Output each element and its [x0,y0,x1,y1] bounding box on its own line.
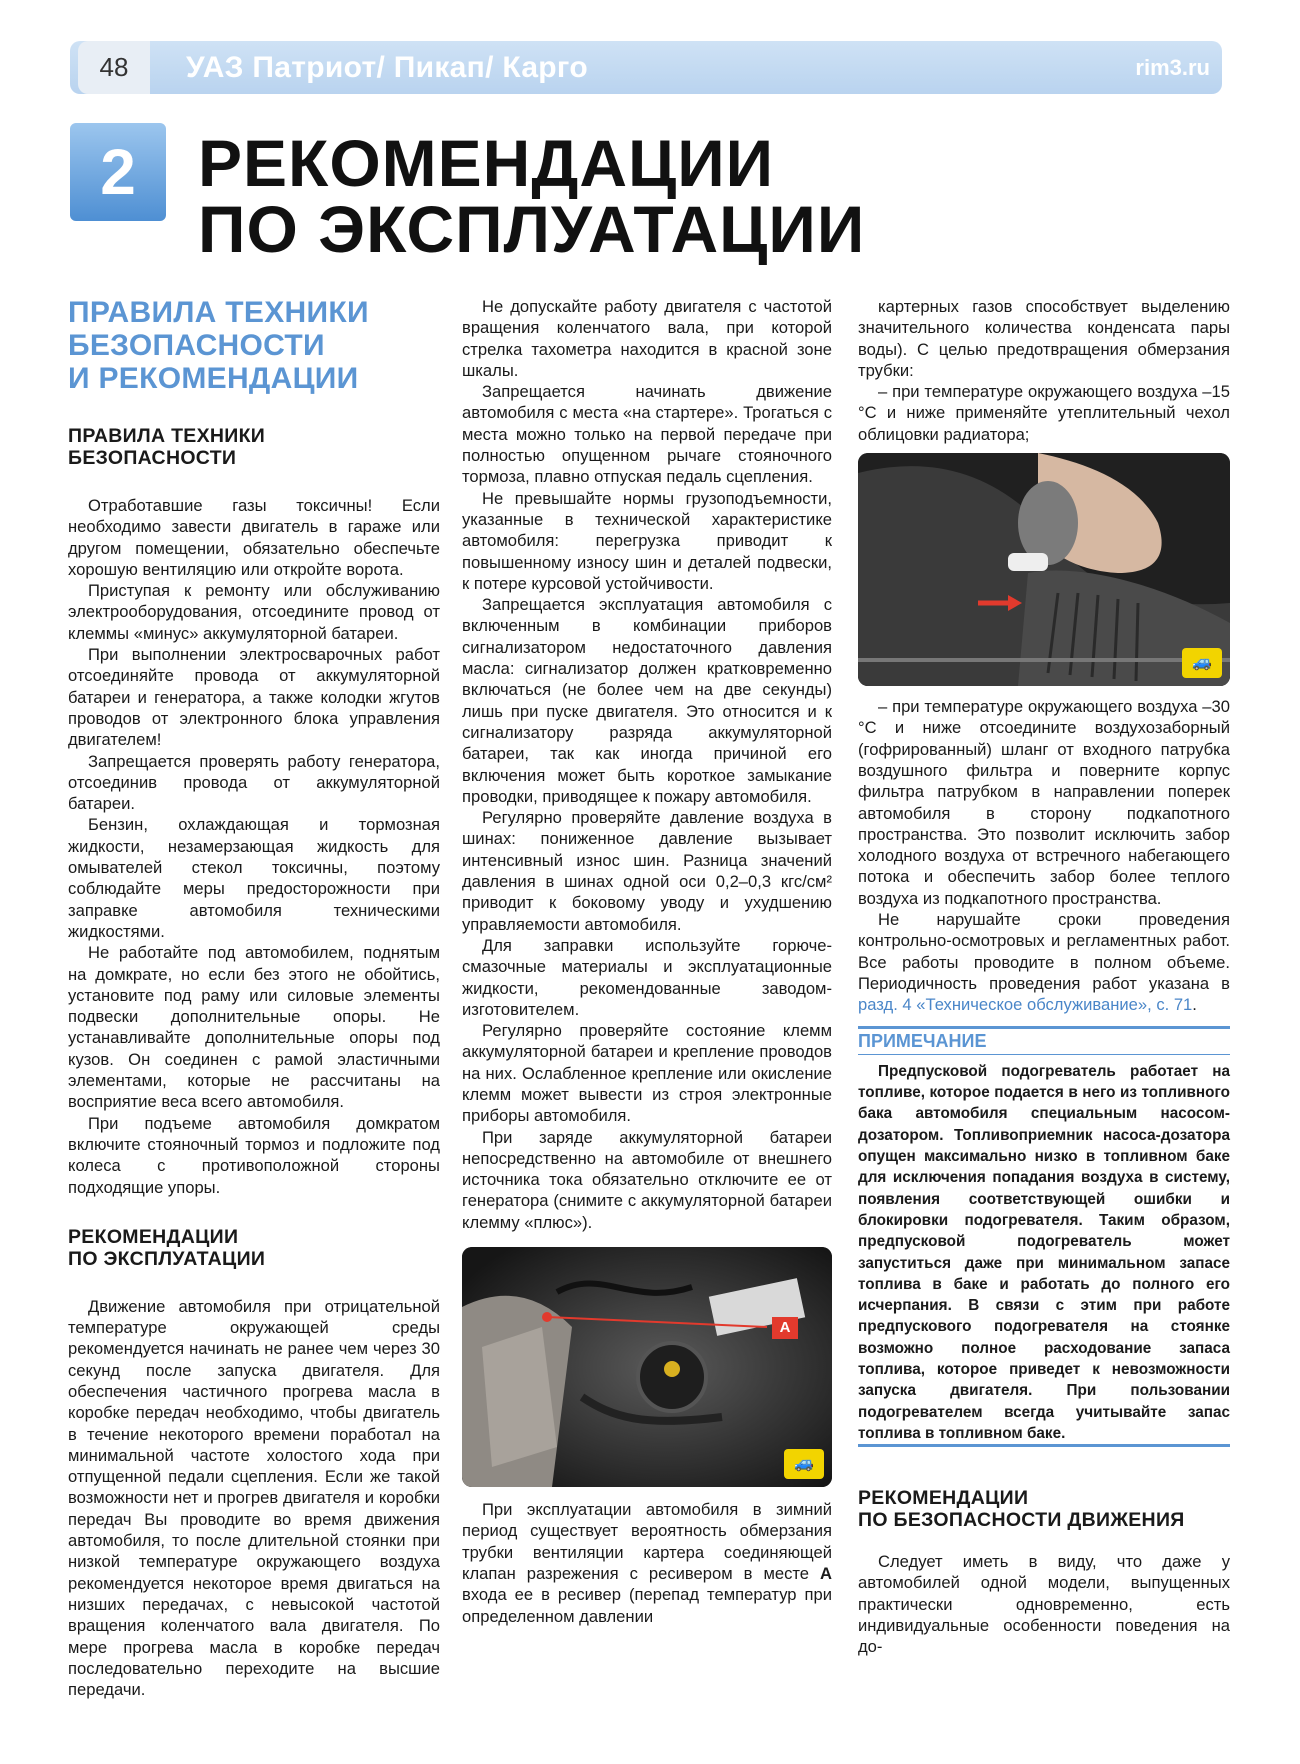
section-title-line: БЕЗОПАСНОСТИ [68,329,325,362]
paragraph: Отработавшие газы токсичны! Если необходимо завести двигатель в гараже или другом помещении, обязательно обеспечьте хорошую вентиляцию или откройте ворота. [68,496,440,579]
engine-photo-drawing [462,1247,832,1487]
paragraph: Не допускайте работу двигателя с частотой вращения коленчатого вала, при которой стрелка тахометра находится в красной зоне шкалы. [462,297,832,380]
subsection-title-line: ПО БЕЗОПАСНОСТИ ДВИЖЕНИЯ [858,1509,1185,1532]
paragraph-part: Не нарушайте сроки проведения контрольно-осмотровых и регламентных работ. Все работы проводите в полном объеме. Периодичность проведения работ указана в [858,910,1230,993]
page-number: 48 [78,41,150,94]
column-1 [68,296,440,1700]
column-3 [858,296,1230,1658]
chapter-title-line1: РЕКОМЕНДАЦИИ [198,126,775,200]
point-label: А [820,1563,832,1583]
subsection-title [68,425,440,469]
paragraph-part: входа ее в ресивер (перепад температур при определенном давлении [462,1585,832,1626]
paragraph: При заряде аккумуляторной батареи непосредственно на автомобиле от внешнего источника тока обязательно отключите ее от генератора (снимите с аккумуляторной батареи клемму «плюс»). [462,1127,832,1232]
section-title-line: ПРАВИЛА ТЕХНИКИ [68,296,369,329]
header-title: УАЗ Патриот/ Пикап/ Карго [186,51,588,84]
paragraph: При подъеме автомобиля домкратом включите стояночный тормоз и подложите под колеса с противоположной стороны подходящие упоры. [68,1113,440,1197]
paragraph-part: . [1192,995,1197,1015]
paragraph: Следует иметь в виду, что даже у автомобилей одной модели, выпущенных практически одновременно, есть индивидуальные особенности поведения на до- [858,1552,1230,1657]
paragraph: Приступая к ремонту или обслуживанию электрооборудования, отсоедините провод от клеммы «минус» аккумуляторной батареи. [68,581,440,643]
car-badge-icon: 🚙 [784,1449,824,1479]
subsection-title-line: БЕЗОПАСНОСТИ [68,447,237,469]
section-reference-link[interactable]: разд. 4 «Техническое обслуживание», с. 71 [858,995,1193,1015]
chapter-number: 2 [70,123,166,221]
paragraph: Запрещается проверять работу генератора, отсоединив провода от аккумуляторной батареи. [68,751,440,814]
subsection-title-line: РЕКОМЕНДАЦИИ [68,1225,239,1248]
paragraph: При выполнении электросварочных работ отсоединяйте провода от аккумуляторной батареи и генератора, а также колодки жгутов проводов от электронного блока управления двигателем! [68,645,440,750]
subsection-title-line: ПО ЭКСПЛУАТАЦИИ [68,1247,266,1270]
note-title: ПРИМЕЧАНИЕ [858,1031,1230,1055]
subsection-title-line: ПРАВИЛА ТЕХНИКИ [68,425,266,447]
header-site[interactable]: rim3.ru [1135,55,1210,80]
subsection-title [858,1487,1230,1531]
paragraph [462,1499,832,1627]
engine-photo [462,1247,832,1487]
section-title [68,296,440,395]
paragraph: Запрещается эксплуатация автомобиля с включенным в комбинации приборов сигнализатором недостаточного давления масла: сигнализатор должен кратковременно включаться (не более чем на две секунды) лишь при пуске двигателя. Это относится и к сигнализатору разряда аккумуляторной батареи, так как иногда причиной его включения может быть короткое замыкание проводки, приводящее к пожару автомобиля. [462,595,832,806]
paragraph: Регулярно проверяйте давление воздуха в шинах: пониженное давление вызывает интенсивный износ шин. Разница значений давления в шинах одной оси 0,2–0,3 кгс/см² приводит к боковому уводу и ухудшению управляемости автомобиля. [462,808,832,934]
chapter-title [198,126,866,266]
paragraph-part: При эксплуатации автомобиля в зимний период существует вероятность обмерзания трубки вентиляции картера соединяющей клапан разрежения с ресивером в месте [462,1500,832,1583]
paragraph: Запрещается начинать движение автомобиля с места «на стартере». Трогаться с места можно только на первой передаче при полностью опущенном рычаге стояночного тормоза, плавно отпуская педаль сцепления. [462,382,832,487]
column-2 [462,296,832,1627]
photo-marker-a: A [772,1317,798,1339]
paragraph [858,909,1230,1015]
paragraph: картерных газов способствует выделению значительного количества конденсата пары воды). С целью предотвращения обмерзания трубки: [858,297,1230,380]
note-text: Предпусковой подогреватель работает на топливе, которое подается в него из топливного бака автомобиля специальным насосом-дозатором. Топливоприемник насоса-дозатора опущен максимально низко в топливном баке для исключения попадания воздуха в систему, появления соответствующей ошибки и блокировки подогревателя. Таким образом, предпусковой подогреватель может запуститься даже при минимальном запасе топлива в баке и работать до полного его исчерпания. В связи с этим при работе предпускового подогревателя на стоянке возможно полное расходование запаса топлива, которое приведет к невозможности запуска двигателя. При пользовании подогревателем всегда учитывайте запас топлива в топливном баке. [858,1062,1230,1442]
paragraph: Не работайте под автомобилем, поднятым на домкрате, но если без этого не обойтись, установите под раму или силовые элементы подвески дополнительные опоры. Не устанавливайте дополнительные опоры под кузов. Он соединен с рамой эластичными элементами, которые не рассчитаны на восприятие веса всего автомобиля. [68,943,440,1112]
chapter-title-line2: ПО ЭКСПЛУАТАЦИИ [198,192,866,266]
paragraph: Для заправки используйте горюче-смазочные материалы и эксплуатационные жидкости, рекомендованные заводом-изготовителем. [462,935,832,1019]
section-title-line: И РЕКОМЕНДАЦИИ [68,362,359,395]
hose-photo-drawing [858,453,1230,686]
subsection-title [68,1226,440,1270]
paragraph: – при температуре окружающего воздуха –30 °С и ниже отсоедините воздухозаборный (гофрированный) шланг от входного патрубка воздушного фильтра и поверните корпус фильтра патрубком в направлении поперек автомобиля в сторону подкапотного пространства. Это позволит исключить забор холодного воздуха от встречного набегающего потока и обеспечить забор более теплого воздуха из подкапотного пространства. [858,697,1230,908]
paragraph: Бензин, охлаждающая и тормозная жидкости, незамерзающая жидкость для омывателей стекол токсичны, поэтому соблюдайте меры предосторожности при заправке автомобиля техническими жидкостями. [68,815,440,941]
paragraph: Не превышайте нормы грузоподъемности, указанные в технической характеристике автомобиля: перегрузка приводит к повышенному износу шин и деталей подвески, к потере курсовой устойчивости. [462,488,832,593]
paragraph: Движение автомобиля при отрицательной температуре окружающей среды рекомендуется начинать не ранее чем через 30 секунд после запуска двигателя. Для обеспечения частичного прогрева масла в коробке передач необходимо, чтобы двигатель в течение некоторого времени поработал на минимальной частоте холостого хода при отпущенной педали сцепления. Если же такой возможности нет и прогрев двигателя и коробки передач Вы проводите во время движения автомобиля, то после длительной стоянки при низкой температуре окружающего воздуха рекомендуется некоторое время двигаться на низших передачах, с невысокой частотой вращения коленчатого вала двигателя. По мере прогрева масла в коробке передач последовательно переходите на высшие передачи. [68,1296,440,1700]
subsection-title-line: РЕКОМЕНДАЦИИ [858,1487,1029,1510]
note-box [858,1026,1230,1448]
paragraph: – при температуре окружающего воздуха –15 °С и ниже применяйте утеплительный чехол облицовки радиатора; [858,382,1230,444]
car-badge-icon: 🚙 [1182,648,1222,678]
paragraph: Регулярно проверяйте состояние клемм аккумуляторной батареи и крепление проводов на них. Ослабленное крепление или окисление клемм может вывести из строя электронные приборы автомобиля. [462,1021,832,1126]
hose-photo [858,453,1230,686]
